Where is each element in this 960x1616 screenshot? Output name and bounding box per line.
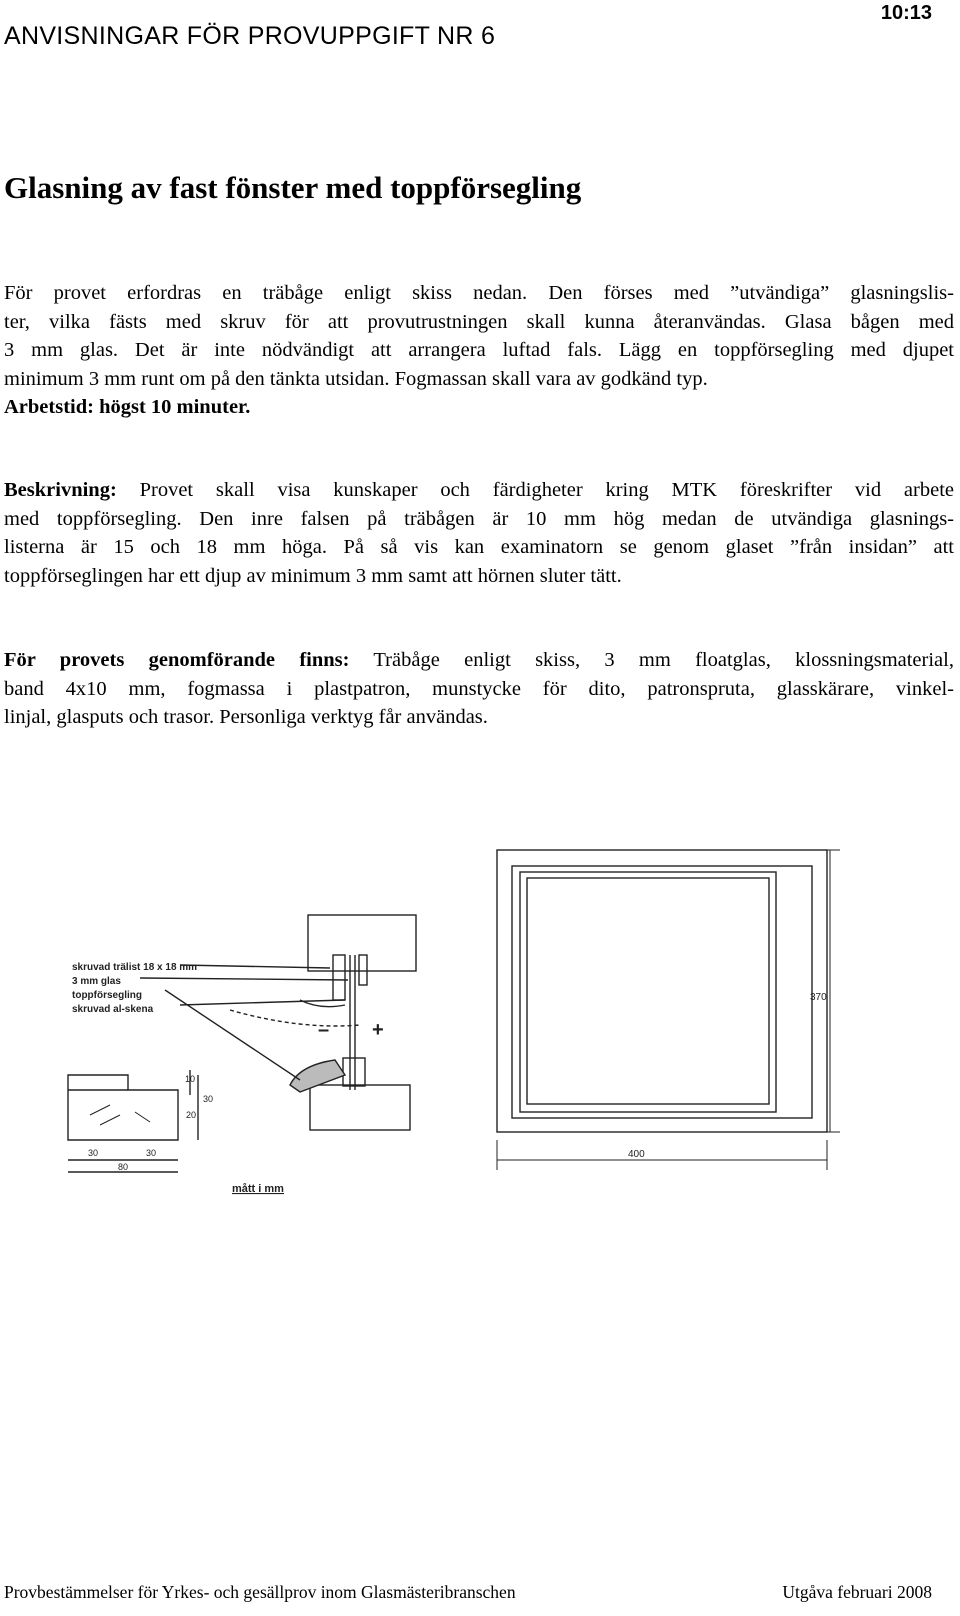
upper-profile: [308, 915, 416, 971]
footer-left: Provbestämmelser för Yrkes- och gesällprov inom Glasmästeribranschen: [4, 1582, 516, 1602]
intro-line: För provet erfordras en träbåge enligt skiss nedan. Den förses med ”utvändiga” glasningslis-: [4, 282, 954, 304]
intro-paragraph: [4, 279, 954, 422]
units-note: mått i mm: [232, 1183, 284, 1195]
window-frame-sketch: [0, 820, 960, 1220]
description-line: toppförseglingen har ett djup av minimum 3 mm samt att hörnen sluter tätt.: [4, 564, 622, 587]
intro-line: minimum 3 mm runt om på den tänkta utsidan. Fogmassan skall vara av godkänd typ.: [4, 367, 708, 390]
materials-line: [4, 646, 954, 675]
plus-sign: +: [372, 1019, 384, 1041]
page-title: Glasning av fast fönster med toppförsegling: [4, 170, 582, 205]
description-label: Beskrivning:: [4, 479, 117, 501]
dim-30-right: 30: [146, 1148, 157, 1158]
task-number: 10:13: [880, 2, 932, 24]
dim-10: 10: [185, 1074, 196, 1084]
description-line: med toppförsegling. Den inre falsen på träbågen är 10 mm hög medan de utvändiga glasnings-: [4, 507, 954, 530]
materials-line: linjal, glasputs och trasor. Personliga verktyg får användas.: [4, 706, 488, 728]
description-line: [4, 476, 954, 505]
dim-400: 400: [628, 1149, 645, 1160]
dim-30-left: 30: [88, 1148, 99, 1158]
intro-line: ter, vilka fästs med skruv för att provutrustningen skall kunna återanvändas. Glasa bågen med: [4, 310, 954, 333]
document-header-title: ANVISNINGAR FÖR PROVUPPGIFT NR 6: [4, 22, 496, 50]
materials-label: För provets genomförande finns:: [4, 649, 350, 671]
dim-370: 370: [810, 992, 827, 1003]
frame-outline: [497, 850, 827, 1132]
description-text: Provet skall visa kunskaper och färdigheter kring MTK föreskrifter vid arbete: [116, 479, 954, 501]
label-top-seal: toppförsegling: [72, 990, 142, 1001]
materials-line: band 4x10 mm, fogmassa i plastpatron, munstycke för dito, patronspruta, glasskärare, vinkel-: [4, 677, 954, 700]
intro-line: 3 mm glas. Det är inte nödvändigt att arrangera luftad fals. Lägg en toppförsegling med djupet: [4, 339, 954, 361]
worktime-note: Arbetstid: högst 10 minuter.: [4, 396, 251, 418]
minus-sign: –: [318, 1019, 330, 1041]
label-al-rail: skruvad al-skena: [72, 1004, 154, 1015]
lower-profile: [310, 1085, 410, 1130]
label-trim-strip: skruvad trälist 18 x 18 mm: [72, 962, 198, 973]
label-glass: 3 mm glas: [72, 976, 121, 987]
description-paragraph: [4, 476, 954, 590]
description-line: listerna är 15 och 18 mm höga. På så vis kan examinatorn se genom glaset ”från insidan” att: [4, 536, 954, 558]
materials-text: Träbåge enligt skiss, 3 mm floatglas, klossningsmaterial,: [349, 649, 954, 671]
footer-right: Utgåva februari 2008: [782, 1582, 932, 1602]
dim-80: 80: [118, 1162, 129, 1172]
materials-paragraph: [4, 646, 954, 732]
dim-30-vertical: 30: [203, 1094, 214, 1104]
dim-20: 20: [186, 1110, 197, 1120]
